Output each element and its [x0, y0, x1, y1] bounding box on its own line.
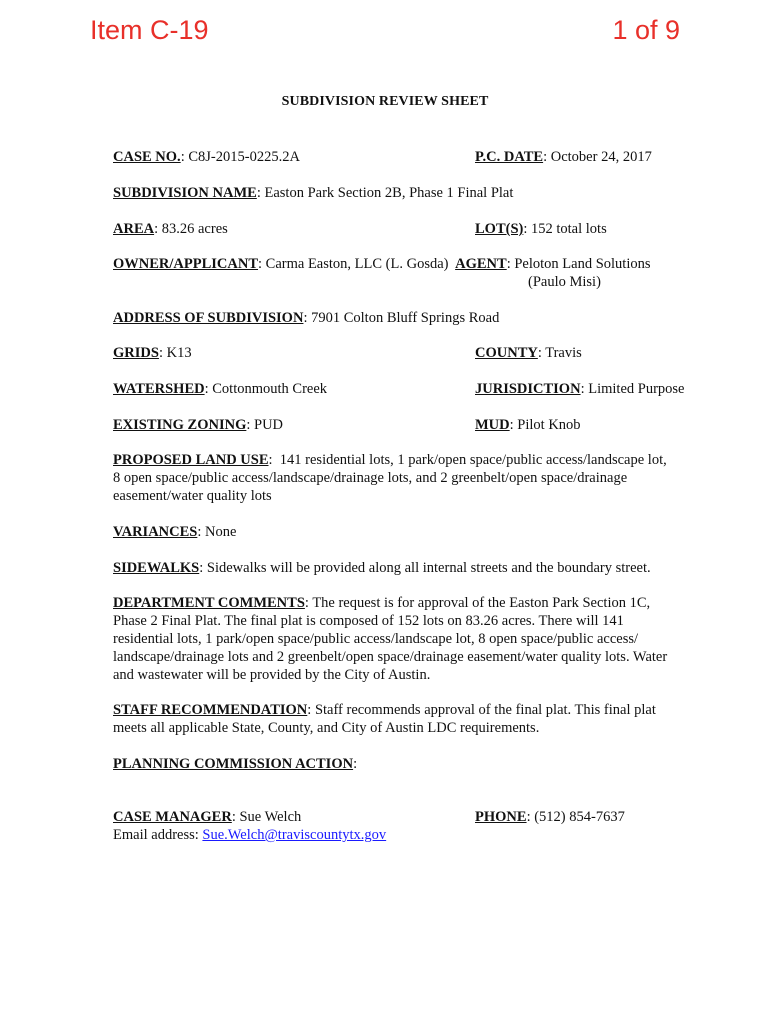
email-link[interactable]: Sue.Welch@traviscountytx.gov: [202, 827, 387, 843]
case-manager-label: CASE MANAGER: [113, 809, 232, 825]
grids-label: GRIDS: [113, 345, 159, 361]
page-count: 1 of 9: [612, 15, 680, 45]
case-manager-row: CASE MANAGER: Sue Welch PHONE: (512) 854-7637: [113, 809, 625, 825]
phone-label: PHONE: [475, 809, 527, 825]
county-label: COUNTY: [475, 345, 538, 361]
agent-value: Peloton Land Solutions: [514, 256, 651, 272]
mud-value: Pilot Knob: [517, 417, 581, 433]
planning-commission-action-label: PLANNING COMMISSION ACTION: [113, 756, 354, 772]
phone-value: (512) 854-7637: [534, 809, 625, 825]
staff-recommendation-line: Staff recommends approval of the final plat. This final plat: [314, 702, 656, 718]
department-comments-line: The request is for approval of the Easton Park Section 1C,: [312, 595, 651, 611]
land-use-label: PROPOSED LAND USE: [113, 452, 269, 468]
planning-commission-action: PLANNING COMMISSION ACTION:: [113, 756, 358, 772]
jurisdiction-value: Limited Purpose: [588, 381, 685, 397]
watershed-value: Cottonmouth Creek: [212, 381, 328, 397]
item-number: Item C-19: [90, 15, 209, 45]
staff-recommendation-label: STAFF RECOMMENDATION: [113, 702, 308, 718]
department-comments-line: Phase 2 Final Plat. The final plat is composed of 152 lots on 83.26 acres. There will 141: [113, 613, 624, 629]
land-use-line: 141 residential lots, 1 park/open space/public access/landscape lot,: [279, 452, 667, 468]
address-value: 7901 Colton Bluff Springs Road: [311, 310, 500, 326]
lots-value: 152 total lots: [531, 221, 607, 237]
lots-label: LOT(S): [475, 221, 524, 237]
pc-date-field: P.C. DATE: October 24, 2017: [475, 149, 652, 165]
address-row: ADDRESS OF SUBDIVISION: 7901 Colton Bluff Springs Road: [113, 310, 500, 326]
jurisdiction-field: JURISDICTION: Limited Purpose: [475, 381, 685, 397]
subdivision-name-value: Easton Park Section 2B, Phase 1 Final Plat: [264, 185, 514, 201]
land-use-line: 8 open space/public access/landscape/drainage lots, and 2 greenbelt/open space/drainage: [113, 470, 628, 486]
address-label: ADDRESS OF SUBDIVISION: [113, 310, 304, 326]
department-comments-line: and wastewater will be provided by the City of Austin.: [113, 667, 431, 683]
department-comments-line: residential lots, 1 park/open space/public access/landscape lot, 8 open space/public access/: [113, 631, 639, 647]
department-comments-label: DEPARTMENT COMMENTS: [113, 595, 305, 611]
owner-row: OWNER/APPLICANT: Carma Easton, LLC (L. Gosda) AGENT: Peloton Land Solutions: [113, 256, 651, 272]
watershed-row: WATERSHED: Cottonmouth Creek JURISDICTION: Limited Purpose: [113, 381, 685, 397]
phone-field: PHONE: (512) 854-7637: [475, 809, 625, 825]
sidewalks-label: SIDEWALKS: [113, 560, 200, 576]
department-comments-line: landscape/drainage lots and 2 greenbelt/open space/drainage easement/water quality lots. Water: [113, 649, 668, 665]
land-use-paragraph: PROPOSED LAND USE: 141 residential lots, 1 park/open space/public access/landscape lot, 8 open space/public access/landscape/drainage lots, and 2 greenbelt/open space/drainage easement/water quality lots: [113, 451, 703, 505]
email-row: [113, 826, 703, 844]
lots-field: LOT(S): 152 total lots: [475, 221, 607, 237]
grids-value: K13: [166, 345, 192, 361]
owner-value: Carma Easton, LLC (L. Gosda): [265, 256, 449, 272]
area-label: AREA: [113, 221, 155, 237]
area-value: 83.26 acres: [161, 221, 228, 237]
agent-contact-value: (Paulo Misi): [528, 274, 601, 290]
sidewalks-value: Sidewalks will be provided along all internal streets and the boundary street.: [206, 560, 651, 576]
pc-date-value: October 24, 2017: [550, 149, 652, 165]
mud-field: MUD: Pilot Knob: [475, 417, 581, 433]
subdivision-name-label: SUBDIVISION NAME: [113, 185, 257, 201]
department-comments-paragraph: DEPARTMENT COMMENTS: The request is for approval of the Easton Park Section 1C, Phase 2 Final Plat. The final plat is composed of 152 lots on 83.26 acres. There will 141 residential lots, 1 park/open space/public access/landscape lot, 8 open space/public access/ landscape/drainage lots and 2 greenbelt/open space/drainage easement/water quality lots. Water and wastewater will be provided by the City of Austin.: [113, 594, 703, 684]
zoning-row: EXISTING ZONING: PUD MUD: Pilot Knob: [113, 417, 581, 433]
subdivision-name-row: SUBDIVISION NAME: Easton Park Section 2B, Phase 1 Final Plat: [113, 185, 514, 201]
case-no-value: C8J-2015-0225.2A: [188, 149, 300, 165]
variances-label: VARIANCES: [113, 524, 198, 540]
pc-date-label: P.C. DATE: [475, 149, 544, 165]
area-row: AREA: 83.26 acres LOT(S): 152 total lots: [113, 221, 607, 237]
variances-value: None: [205, 524, 237, 540]
mud-label: MUD: [475, 417, 510, 433]
grids-row: GRIDS: K13 COUNTY: Travis: [113, 345, 582, 361]
case-no-row: CASE NO.: C8J-2015-0225.2A P.C. DATE: October 24, 2017: [113, 149, 652, 165]
staff-recommendation-paragraph: STAFF RECOMMENDATION: Staff recommends approval of the final plat. This final plat meets all applicable State, County, and City of Austin LDC requirements.: [113, 701, 703, 737]
land-use-line: easement/water quality lots: [113, 488, 272, 504]
email-label: Email address:: [113, 827, 199, 843]
watershed-label: WATERSHED: [113, 381, 205, 397]
staff-recommendation-line: meets all applicable State, County, and City of Austin LDC requirements.: [113, 720, 540, 736]
jurisdiction-label: JURISDICTION: [475, 381, 581, 397]
document-title: SUBDIVISION REVIEW SHEET: [281, 94, 489, 109]
agent-label: AGENT: [455, 256, 507, 272]
county-value: Travis: [545, 345, 582, 361]
variances-row: VARIANCES: None: [113, 524, 237, 540]
case-manager-value: Sue Welch: [239, 809, 302, 825]
case-no-label: CASE NO.: [113, 149, 181, 165]
county-field: COUNTY: Travis: [475, 345, 582, 361]
agent-contact: [528, 273, 728, 291]
zoning-value: PUD: [254, 417, 284, 433]
owner-label: OWNER/APPLICANT: [113, 256, 259, 272]
sidewalks-row: SIDEWALKS: Sidewalks will be provided along all internal streets and the boundary street.: [113, 560, 651, 576]
zoning-label: EXISTING ZONING: [113, 417, 247, 433]
